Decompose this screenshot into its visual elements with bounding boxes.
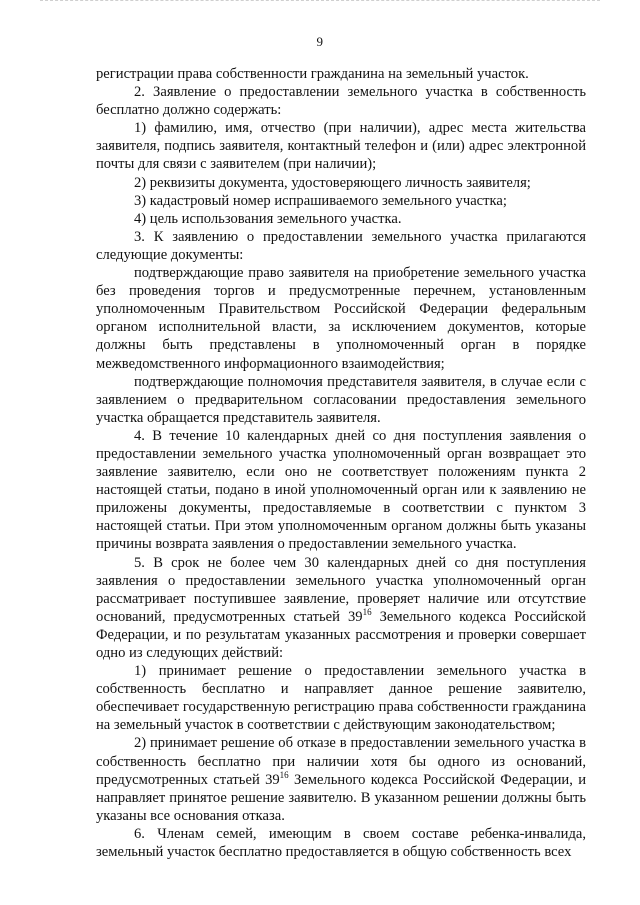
article-superscript: 16: [279, 769, 289, 780]
article-superscript: 16: [362, 606, 372, 617]
paragraph: 6. Членам семей, имеющим в своем составе ребенка-инвалида, земельный участок бесплатно предоставляется в общую собственность всех: [96, 825, 586, 861]
paragraph-text: 2) принимает решение об отказе в предоставлении земельного участка в собственность бесплатно при наличии хотя бы одного из оснований, предусмотренных статьей 39: [96, 735, 586, 788]
paragraph: [96, 554, 586, 663]
list-item: [96, 734, 586, 824]
list-item: 4) цель использования земельного участка.: [134, 210, 402, 227]
paragraph-text-tail: Земельного кодекса Российской Федерации, и направляет принятое решение заявителю. В указанном решении должны быть указаны все основания отказа.: [96, 771, 587, 824]
list-item: 3) кадастровый номер испрашиваемого земельного участка;: [134, 192, 507, 209]
paragraph-text: 5. В срок не более чем 30 календарных дней со дня поступления заявления о предоставлении земельного участка уполномоченный орган рассматривает поступившее заявление, проверяет наличие или отсутствие оснований, предусмотренных статьей 39: [96, 554, 586, 625]
list-item: 2) реквизиты документа, удостоверяющего личность заявителя;: [134, 174, 531, 191]
document-body: [96, 65, 586, 861]
paragraph-text-tail: Земельного кодекса Российской Федерации, и по результатам указанных рассмотрения и проверки совершает одно из следующих действий:: [96, 608, 586, 661]
paragraph: подтверждающие полномочия представителя заявителя, в случае если с заявлением о предварительном согласовании предоставления земельного участка обращается представитель заявителя.: [96, 373, 586, 426]
paragraph: 2. Заявление о предоставлении земельного участка в собственность бесплатно должно содержать:: [96, 84, 586, 119]
paragraph: 3. К заявлению о предоставлении земельного участка прилагаются следующие документы:: [96, 228, 586, 263]
paragraph: регистрации права собственности гражданина на земельный участок.: [96, 66, 529, 82]
paragraph: подтверждающие право заявителя на приобретение земельного участка без проведения торгов и предусмотренные перечнем, установленным уполномоченным Правительством Российской Федерации федеральным органом исполнительной власти, за исключением документов, которые должны быть представлены в уполномоченный орган в порядке межведомственного информационного взаимодействия;: [96, 265, 586, 372]
page-number: 9: [316, 34, 324, 49]
scan-edge-divider: [40, 0, 600, 4]
list-item: 1) принимает решение о предоставлении земельного участка в собственность бесплатно и направляет данное решение заявителю, обеспечивает государственную регистрацию права собственности гражданина на земельный участок в соответствии с действующим законодательством;: [96, 663, 586, 734]
list-item: 1) фамилию, имя, отчество (при наличии), адрес места жительства заявителя, подпись заявителя, контактный телефон и (или) адрес электронной почты для связи с заявителем (при наличии);: [96, 120, 586, 173]
paragraph: 4. В течение 10 календарных дней со дня поступления заявления о предоставлении земельного участка уполномоченный орган возвращает это заявление заявителю, если оно не соответствует положениям пункта 2 настоящей статьи, подано в иной уполномоченный орган или к заявлению не приложены документы, предоставляемые в соответствии с пунктом 3 настоящей статьи. При этом уполномоченным органом должны быть указаны причины возврата заявления о предоставлении земельного участка.: [96, 427, 586, 553]
